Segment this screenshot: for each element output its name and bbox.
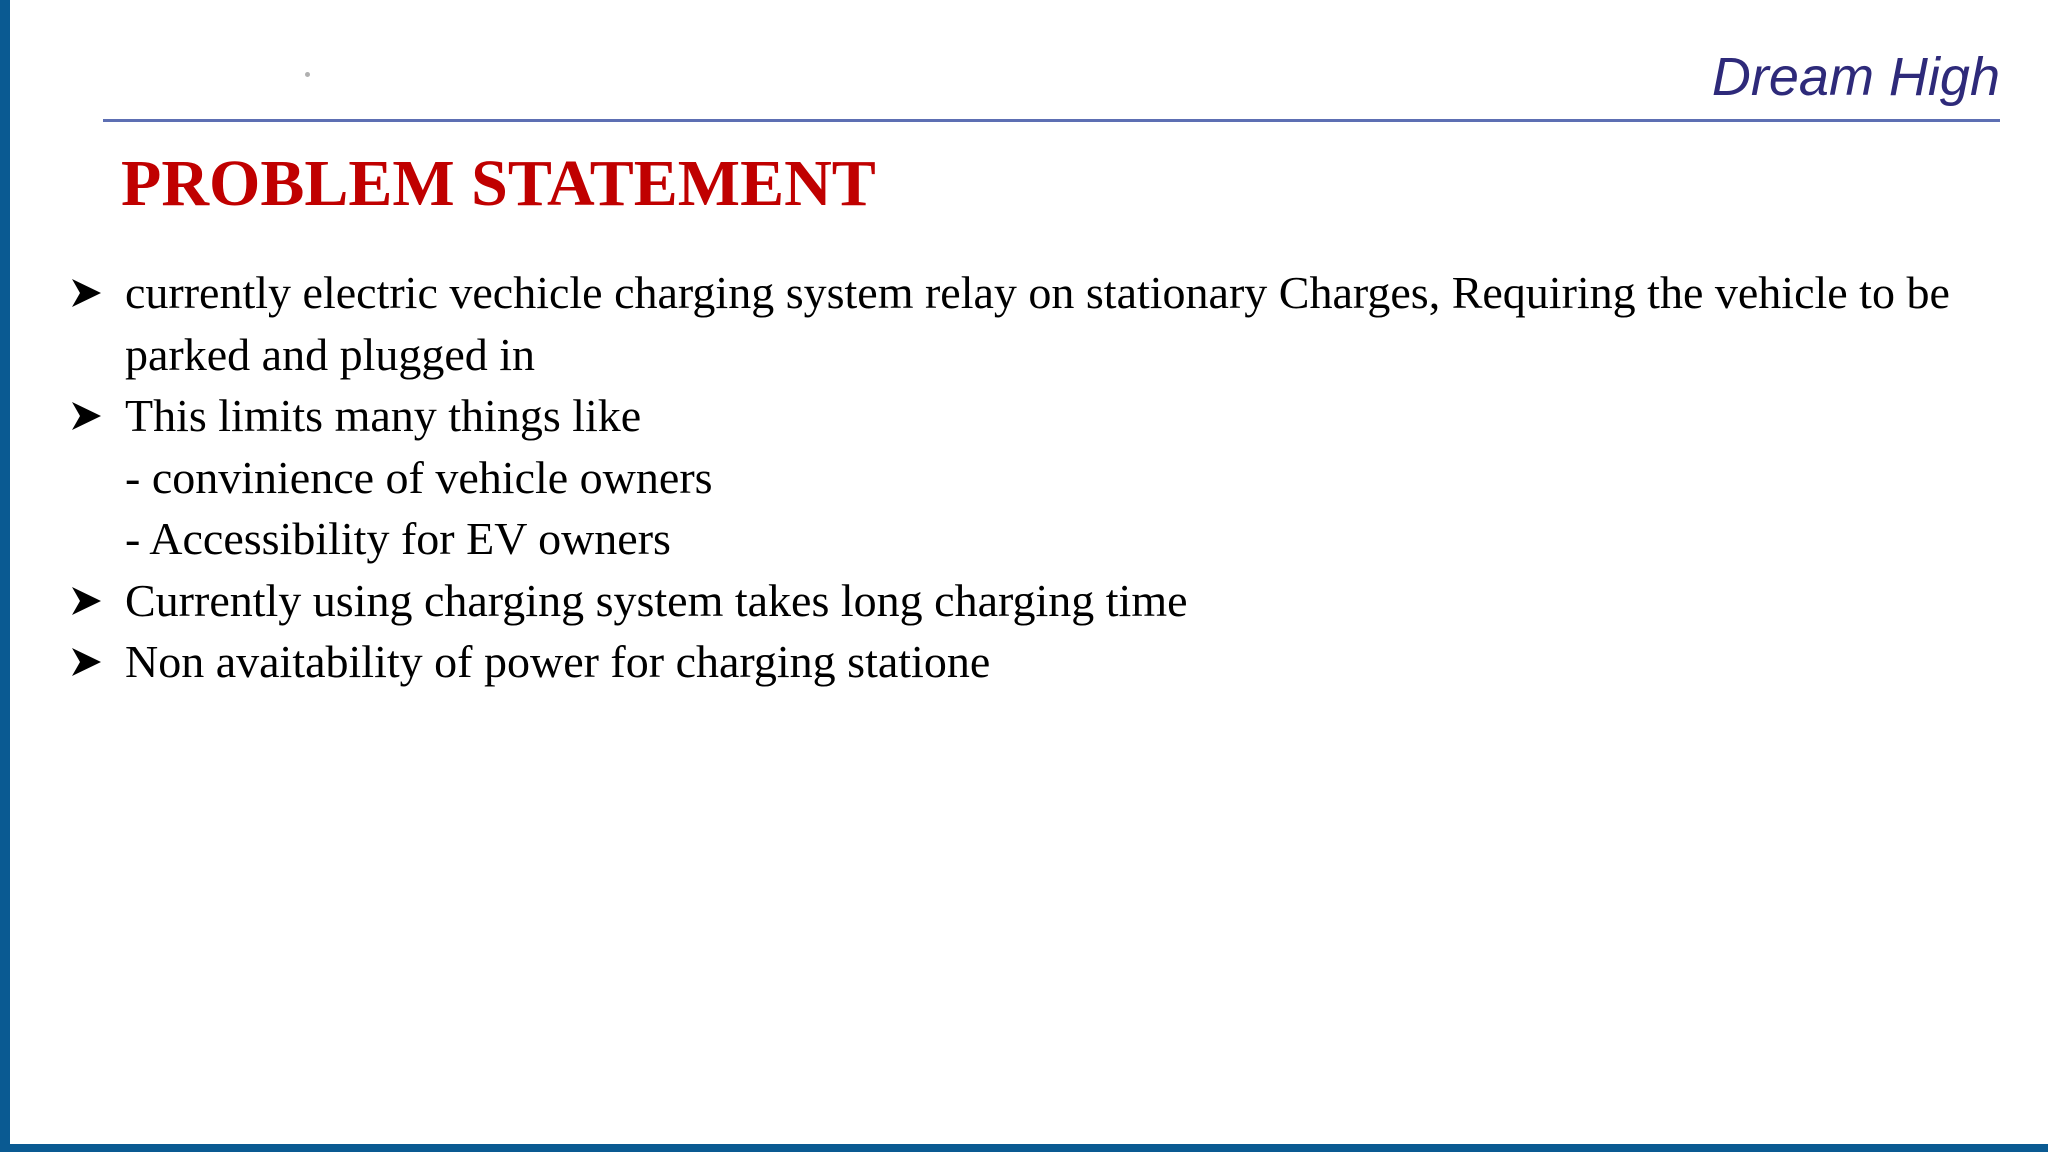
slide-title: PROBLEM STATEMENT: [121, 147, 876, 220]
bullet-text: Non avaitability of power for charging statione: [125, 636, 991, 687]
sub-item-text: - Accessibility for EV owners: [125, 513, 671, 564]
header-divider: [103, 119, 2000, 122]
bullet-item: [60, 570, 2000, 632]
bullet-item: [60, 262, 2000, 385]
bullet-item: [60, 631, 2000, 693]
header-tagline: Dream High: [1711, 47, 2000, 107]
sub-item: [60, 447, 2000, 509]
sub-item-text: - convinience of vehicle owners: [125, 451, 713, 503]
arrowhead-bullet-icon: [70, 570, 110, 632]
arrowhead-bullet-icon: [70, 385, 110, 447]
bullet-item: [60, 385, 2000, 447]
bullet-text: Currently using charging system takes long charging time: [125, 574, 1188, 626]
arrowhead-bullet-icon: [70, 631, 110, 693]
sub-item: [60, 508, 2000, 570]
arrowhead-bullet-icon: [70, 262, 110, 324]
bullet-text: currently electric vechicle charging system relay on stationary Charges, Requiring the vehicle to be parked and plugged in: [125, 267, 1950, 380]
bullet-text: This limits many things like: [125, 390, 642, 441]
slide: [10, 0, 2048, 1144]
decorative-dot: [305, 72, 310, 77]
bullet-list: [60, 262, 2000, 693]
